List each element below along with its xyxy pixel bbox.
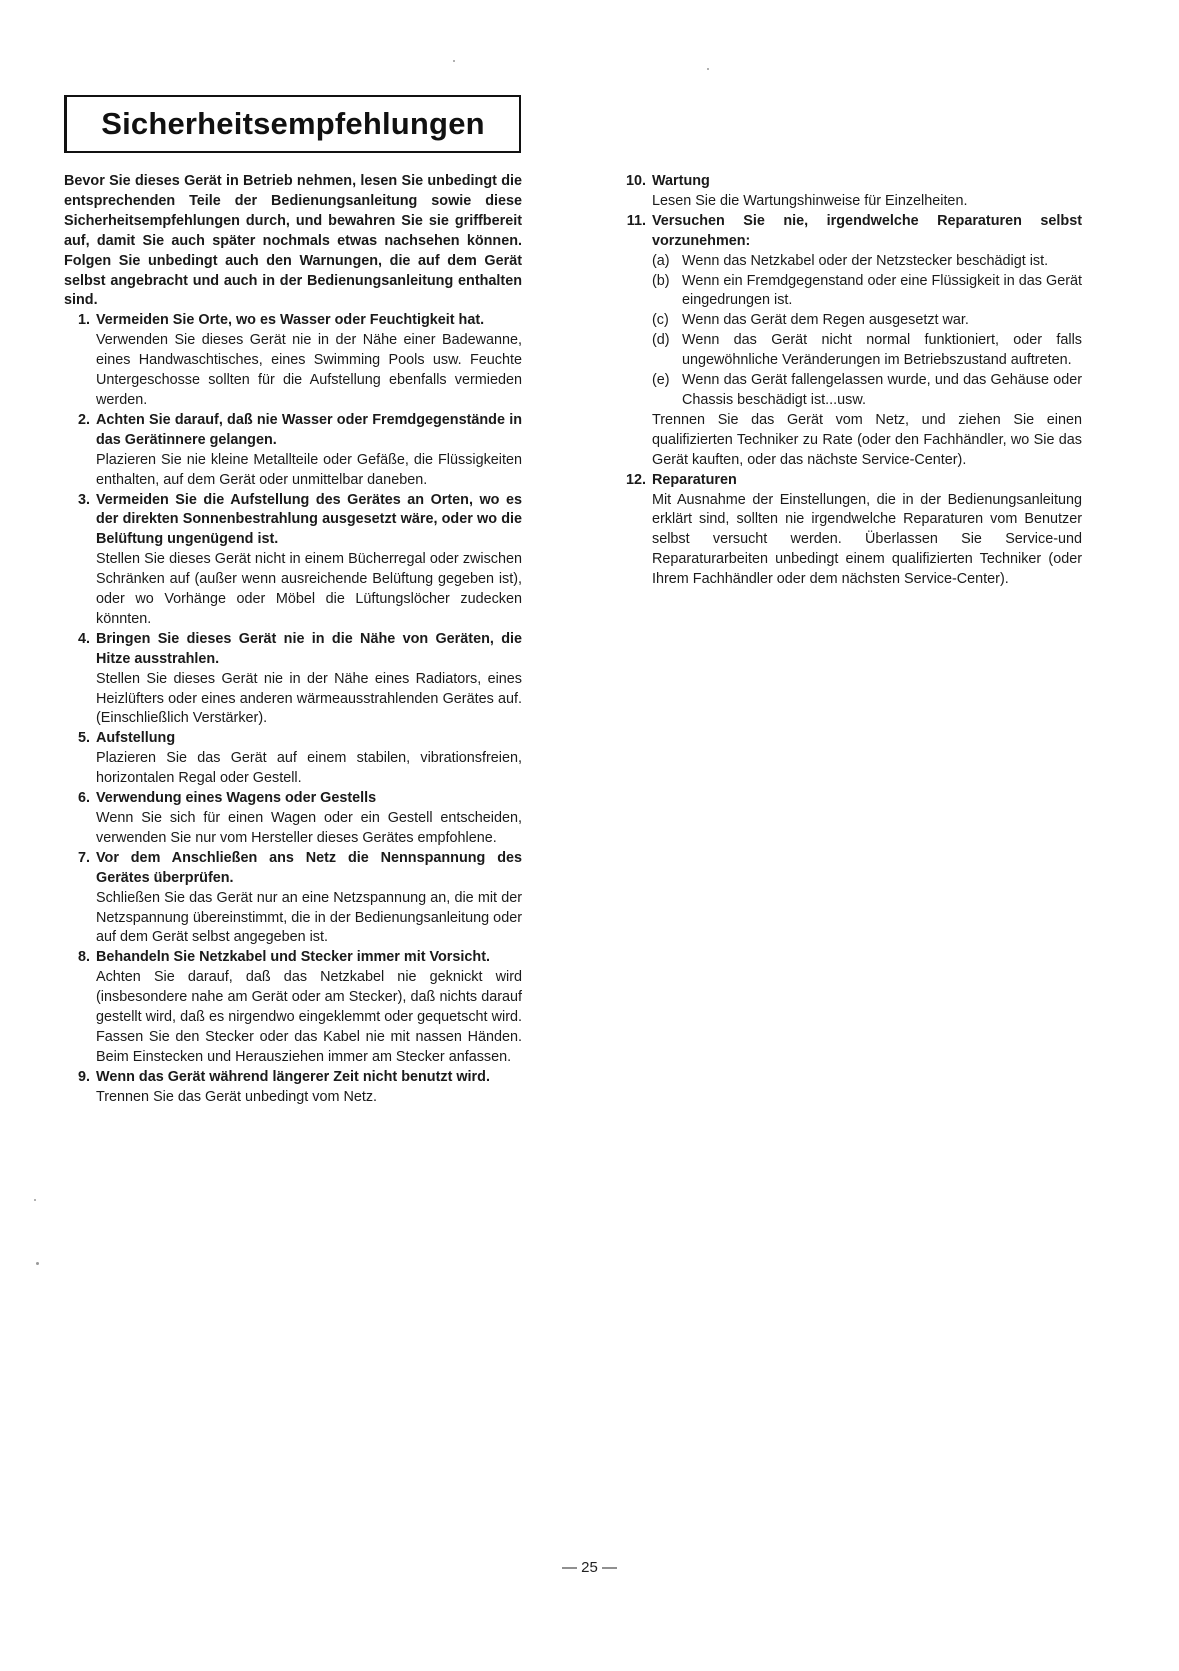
scan-speck <box>34 1199 36 1201</box>
page-title: Sicherheitsempfehlungen <box>101 106 485 141</box>
safety-item-11 <box>620 212 1082 471</box>
sub-item-tag: (a) <box>652 252 670 269</box>
item-heading: Wenn das Gerät während längerer Zeit nicht benutzt wird. <box>96 1068 490 1085</box>
item-heading: Wartung <box>652 173 710 189</box>
sub-item-c <box>652 311 1082 331</box>
sub-item-text: Wenn das Gerät dem Regen ausgesetzt war. <box>682 312 969 329</box>
item-number: 5. <box>77 730 90 747</box>
item-heading: Vor dem Anschließen ans Netz die Nennspannung des Gerätes überprüfen. <box>96 849 522 886</box>
item-body: Achten Sie darauf, daß das Netzkabel nie geknickt wird (insbesondere nahe am Gerät oder am Stecker), daß nichts darauf gestellt wird, daß es nirgendwo eingeklemmt oder gequetscht wird. Fassen Sie den Stecker oder das Kabel nie mit nassen Händen. Beim Einstecken und Herausziehen immer am Stecker anfassen. <box>96 969 522 1065</box>
item-body: Stellen Sie dieses Gerät nicht in einem Bücherregal oder zwischen Schränken auf (außer wenn ausreichende Belüftung gegeben ist), oder wo Vorhänge oder Möbel die Lüftungslöcher zudecken könnten. <box>96 551 522 627</box>
item-body: Plazieren Sie das Gerät auf einem stabilen, vibrationsfreien, horizontalen Regal oder Gestell. <box>96 750 522 787</box>
item-number: 9. <box>77 1068 90 1085</box>
sub-item-tag: (b) <box>652 272 670 289</box>
item-number: 10. <box>625 173 646 189</box>
sub-item-a <box>652 252 1082 272</box>
item-body: Schließen Sie das Gerät nur an eine Netzspannung an, die mit der Netzspannung übereinstimmt, die in der Bedienungsanleitung oder auf dem Gerät selbst angegeben ist. <box>96 889 522 946</box>
item-number: 7. <box>77 849 90 866</box>
item-heading: Bringen Sie dieses Gerät nie in die Nähe von Geräten, die Hitze ausstrahlen. <box>96 630 522 667</box>
item-body: Stellen Sie dieses Gerät nie in der Nähe eines Radiators, eines Heizlüfters oder eines anderen wärmeausstrahlenden Gerätes auf. (Einschließlich Verstärker). <box>96 670 522 727</box>
safety-item-3 <box>64 491 522 630</box>
page-number: — 25 — <box>561 1559 618 1576</box>
right-column <box>620 172 1082 590</box>
sub-item-tag: (e) <box>652 372 670 389</box>
item-number: 4. <box>77 630 90 647</box>
item-number: 8. <box>77 949 90 966</box>
scan-speck <box>453 60 455 62</box>
item-number: 6. <box>77 790 90 807</box>
item-heading: Reparaturen <box>652 471 737 488</box>
safety-item-4 <box>64 630 522 730</box>
safety-item-5 <box>64 729 522 789</box>
item-body: Plazieren Sie nie kleine Metallteile oder Gefäße, die Flüssigkeiten enthalten, auf dem Gerät oder unmittelbar daneben. <box>96 451 522 488</box>
item-body: Wenn Sie sich für einen Wagen oder ein Gestell entscheiden, verwenden Sie nur vom Hersteller dieses Gerätes empfohlene. <box>96 810 522 846</box>
item-heading: Versuchen Sie nie, irgendwelche Reparaturen selbst vorzunehmen: <box>652 212 1082 249</box>
intro-paragraph: Bevor Sie dieses Gerät in Betrieb nehmen, lesen Sie unbedingt die entsprechenden Teile der Bedienungsanleitung sowie diese Sicherheitsempfehlungen durch, und bewahren Sie sie griffbereit auf, damit Sie auch später nochmals etwas nachsehen können. Folgen Sie unbedingt auch den Warnungen, die auf dem Gerät selbst angebracht und auch in der Bedienungsanleitung enthalten sind. <box>64 173 522 309</box>
safety-item-12 <box>620 471 1082 590</box>
item-heading: Vermeiden Sie Orte, wo es Wasser oder Feuchtigkeit hat. <box>96 312 485 329</box>
safety-item-9 <box>64 1068 522 1108</box>
safety-item-10 <box>620 172 1082 212</box>
safety-item-6 <box>64 789 522 849</box>
item-heading: Achten Sie darauf, daß nie Wasser oder Fremdgegenstände in das Gerätinnere gelangen. <box>96 411 522 448</box>
item-body: Trennen Sie das Gerät vom Netz, und ziehen Sie einen qualifizierten Techniker zu Rate (oder den Fachhändler, wo Sie das Gerät kauften, oder das nächste Service-Center). <box>652 411 1082 468</box>
sub-item-text: Wenn das Netzkabel oder der Netzstecker beschädigt ist. <box>682 252 1049 269</box>
item-body: Verwenden Sie dieses Gerät nie in der Nähe einer Badewanne, eines Handwaschtisches, eines Swimming Pools usw. Feuchte Untergeschosse sollten für die Aufstellung ebenfalls vermieden werden. <box>96 332 522 408</box>
item-heading: Behandeln Sie Netzkabel und Stecker immer mit Vorsicht. <box>96 949 490 966</box>
scan-speck <box>707 68 709 70</box>
sub-item-tag: (c) <box>652 312 669 329</box>
sub-item-tag: (d) <box>652 332 670 349</box>
item-number: 12. <box>625 471 646 488</box>
item-body: Lesen Sie die Wartungshinweise für Einzelheiten. <box>652 192 968 209</box>
item-number: 1. <box>77 312 90 329</box>
item-number: 3. <box>77 491 90 508</box>
safety-item-7 <box>64 849 522 949</box>
item-body: Mit Ausnahme der Einstellungen, die in der Bedienungsanleitung erklärt sind, sollten nie irgendwelche Reparaturen vom Benutzer selbst versucht werden. Überlassen Sie Service-und Reparaturarbeiten unbedingt einem qualifizierten Techniker (oder Ihrem Fachhändler oder dem nächsten Service-Center). <box>652 491 1082 588</box>
item-number: 11. <box>626 212 646 229</box>
left-column <box>64 172 522 1108</box>
sub-item-d <box>652 331 1082 371</box>
safety-item-2 <box>64 411 522 491</box>
sub-item-b <box>652 272 1082 312</box>
sub-item-text: Wenn das Gerät nicht normal funktioniert, oder falls ungewöhnliche Veränderungen im Betriebszustand auftreten. <box>682 332 1082 369</box>
scan-speck <box>36 1262 39 1265</box>
safety-item-1 <box>64 311 522 411</box>
safety-item-8 <box>64 948 522 1067</box>
sub-item-text: Wenn ein Fremdgegenstand oder eine Flüssigkeit in das Gerät eingedrungen ist. <box>682 272 1082 309</box>
item-heading: Vermeiden Sie die Aufstellung des Gerätes an Orten, wo es der direkten Sonnenbestrahlung ausgesetzt wäre, oder wo die Belüftung ungenügend ist. <box>96 491 522 548</box>
item-body: Trennen Sie das Gerät unbedingt vom Netz. <box>96 1088 378 1105</box>
title-box <box>64 95 521 153</box>
item-heading: Aufstellung <box>96 730 176 747</box>
item-number: 2. <box>77 411 90 428</box>
sub-item-text: Wenn das Gerät fallengelassen wurde, und das Gehäuse oder Chassis beschädigt ist...usw. <box>682 372 1082 408</box>
sub-item-e <box>652 371 1082 411</box>
item-heading: Verwendung eines Wagens oder Gestells <box>96 790 377 807</box>
